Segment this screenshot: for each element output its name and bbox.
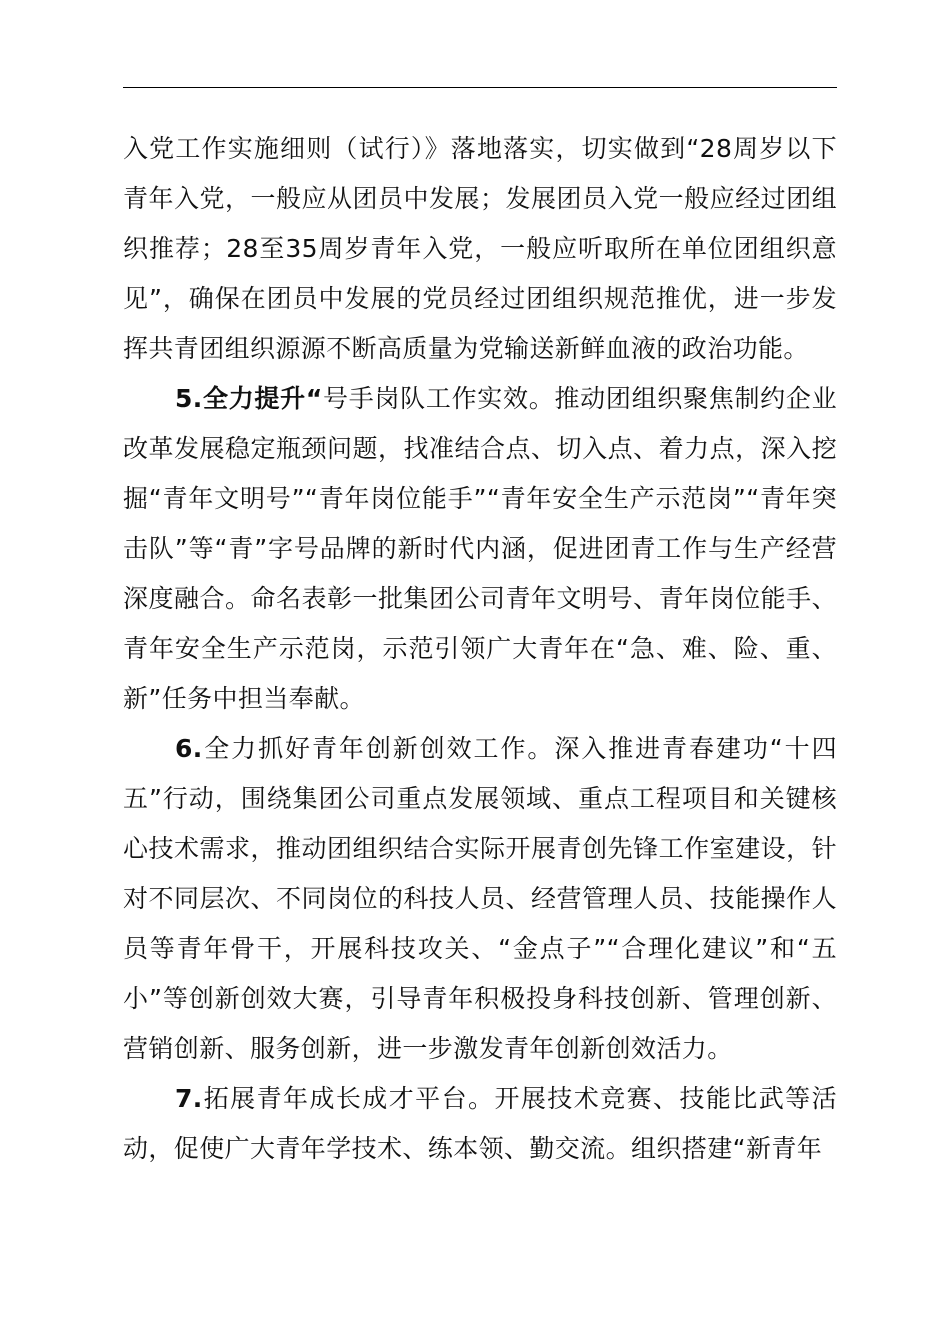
paragraph-heading: 6.	[175, 734, 203, 763]
paragraph-text: 入党工作实施细则（试行）》落地落实，切实做到“28周岁以下青年入党，一般应从团员中发展；发展团员入党一般应经过团组织推荐；28至35周岁青年入党，一般应听取所在单位团组织意见”，确保在团员中发展的党员经过团组织规范推优，进一步发挥共青团组织源源不断高质量为党输送新鲜血液的政治功能。	[123, 134, 837, 363]
paragraph-item-6	[123, 724, 837, 1074]
paragraph-text: 号手岗队工作实效。推动团组织聚焦制约企业改革发展稳定瓶颈问题，找准结合点、切入点、着力点，深入挖掘“青年文明号”“青年岗位能手”“青年安全生产示范岗”“青年突击队”等“青”字号品牌的新时代内涵，促进团青工作与生产经营深度融合。命名表彰一批集团公司青年文明号、青年岗位能手、青年安全生产示范岗，示范引领广大青年在“急、难、险、重、新”任务中担当奉献。	[123, 384, 837, 713]
paragraph-text: 全力抓好青年创新创效工作。深入推进青春建功“十四五”行动，围绕集团公司重点发展领域、重点工程项目和关键核心技术需求，推动团组织结合实际开展青创先锋工作室建设，针对不同层次、不同岗位的科技人员、经营管理人员、技能操作人员等青年骨干，开展科技攻关、“金点子”“合理化建议”和“五小”等创新创效大赛，引导青年积极投身科技创新、管理创新、营销创新、服务创新，进一步激发青年创新创效活力。	[123, 734, 837, 1063]
document-body	[123, 124, 837, 1174]
header-rule	[123, 87, 837, 88]
paragraph-continuation	[123, 124, 837, 374]
paragraph-heading: 5.全力提升“	[175, 384, 323, 413]
paragraph-item-5	[123, 374, 837, 724]
paragraph-item-7	[123, 1074, 837, 1174]
paragraph-heading: 7.	[175, 1084, 203, 1113]
paragraph-text: 拓展青年成长成才平台。开展技术竞赛、技能比武等活动，促使广大青年学技术、练本领、勤交流。组织搭建“新青年	[123, 1084, 837, 1163]
